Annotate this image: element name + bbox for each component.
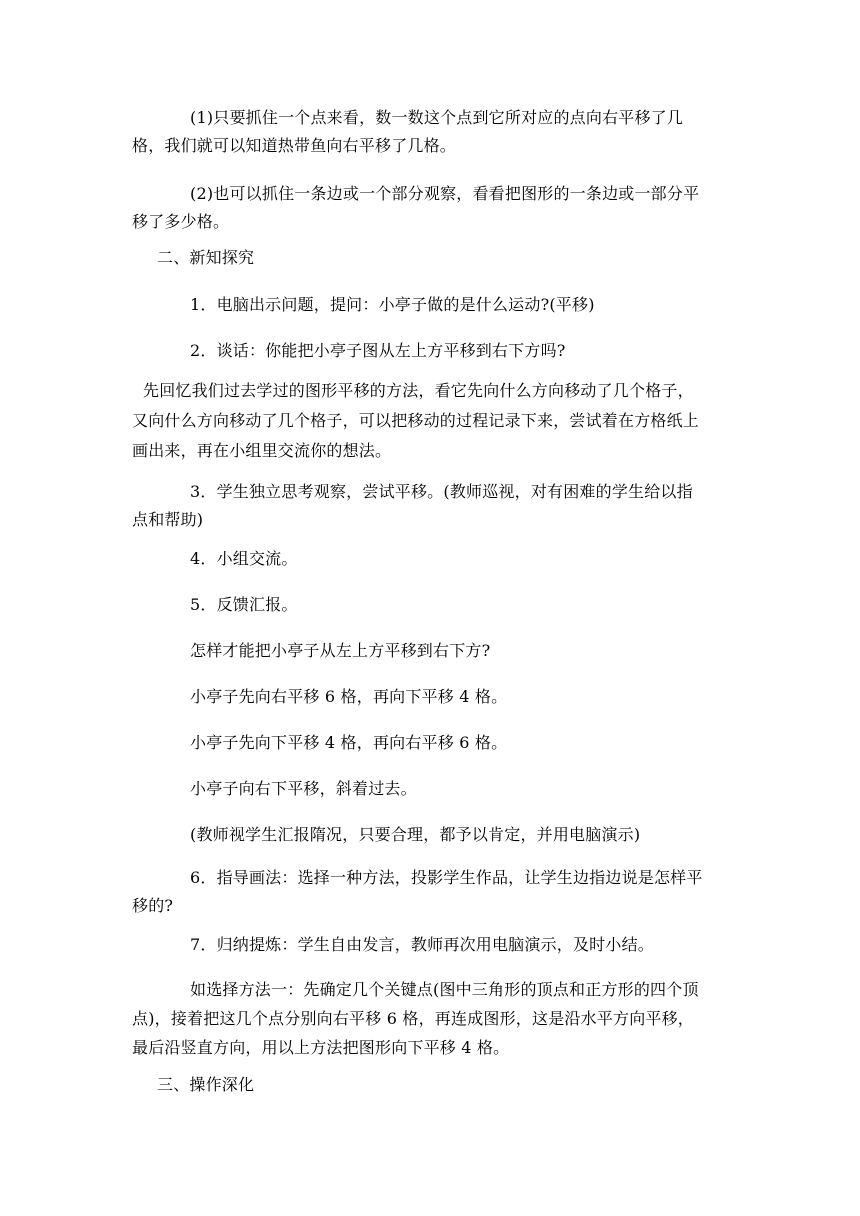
text-line: (教师视学生汇报隋况，只要合理，都予以肯定，并用电脑演示) — [190, 825, 641, 844]
paragraph-step-5 — [190, 591, 298, 619]
paragraph-step-6 — [132, 864, 703, 920]
text-line: 移的? — [132, 896, 174, 915]
section-heading-operation — [157, 1071, 254, 1099]
paragraph-method-example — [132, 975, 699, 1062]
text-line: (1)只要抓住一个点来看，数一数这个点到它所对应的点向右平移了几 — [190, 108, 684, 127]
text-line: 点和帮助) — [132, 510, 204, 529]
paragraph-question — [190, 637, 490, 665]
paragraph-point-observation — [132, 104, 683, 160]
text-line: 最后沿竖直方向，用以上方法把图形向下平移 4 格。 — [132, 1038, 510, 1057]
paragraph-teacher-note — [190, 821, 640, 849]
text-line: 格，我们就可以知道热带鱼向右平移了几格。 — [132, 136, 457, 155]
paragraph-step-7 — [190, 931, 654, 959]
heading-text: 二、新知探究 — [157, 248, 255, 267]
text-line: 7．归纳提炼：学生自由发言，教师再次用电脑演示，及时小结。 — [190, 935, 654, 954]
paragraph-answer-1 — [190, 683, 507, 711]
paragraph-answer-3 — [190, 775, 417, 803]
text-line: 小亭子向右下平移，斜着过去。 — [190, 779, 417, 798]
paragraph-answer-2 — [190, 729, 507, 757]
paragraph-edge-observation — [132, 180, 699, 236]
paragraph-step-1 — [190, 291, 595, 319]
section-heading-new-knowledge — [157, 244, 254, 272]
text-line: 小亭子先向下平移 4 格，再向右平移 6 格。 — [190, 733, 508, 752]
text-line: 1．电脑出示问题，提问：小亭子做的是什么运动?(平移) — [190, 295, 595, 314]
text-line: 小亭子先向右平移 6 格，再向下平移 4 格。 — [190, 687, 508, 706]
text-line: 画出来，再在小组里交流你的想法。 — [132, 441, 392, 460]
paragraph-step-3 — [132, 478, 693, 534]
text-line: 6．指导画法：选择一种方法，投影学生作品，让学生边指边说是怎样平 — [190, 868, 703, 887]
paragraph-step-4 — [190, 545, 298, 573]
text-line: 2．谈话：你能把小亭子图从左上方平移到右下方吗? — [190, 341, 566, 360]
text-line: 先回忆我们过去学过的图形平移的方法，看它先向什么方向移动了几个格子， — [143, 381, 694, 400]
text-line: 点)，接着把这几个点分别向右平移 6 格，再连成图形，这是沿水平方向平移， — [132, 1009, 694, 1028]
text-line: 怎样才能把小亭子从左上方平移到右下方? — [190, 641, 491, 660]
paragraph-step-2 — [190, 337, 566, 365]
heading-text: 三、操作深化 — [157, 1075, 255, 1094]
text-line: (2)也可以抓住一条边或一个部分观察，看看把图形的一条边或一部分平 — [190, 184, 700, 203]
paragraph-recall — [132, 376, 700, 466]
text-line: 3．学生独立思考观察，尝试平移。(教师巡视，对有困难的学生给以指 — [190, 482, 693, 501]
text-line: 又向什么方向移动了几个格子，可以把移动的过程记录下来，尝试着在方格纸上 — [132, 411, 700, 430]
text-line: 移了多少格。 — [132, 212, 230, 231]
text-line: 如选择方法一：先确定几个关键点(图中三角形的顶点和正方形的四个顶 — [190, 980, 699, 999]
text-line: 4．小组交流。 — [190, 549, 298, 568]
text-line: 5．反馈汇报。 — [190, 595, 298, 614]
